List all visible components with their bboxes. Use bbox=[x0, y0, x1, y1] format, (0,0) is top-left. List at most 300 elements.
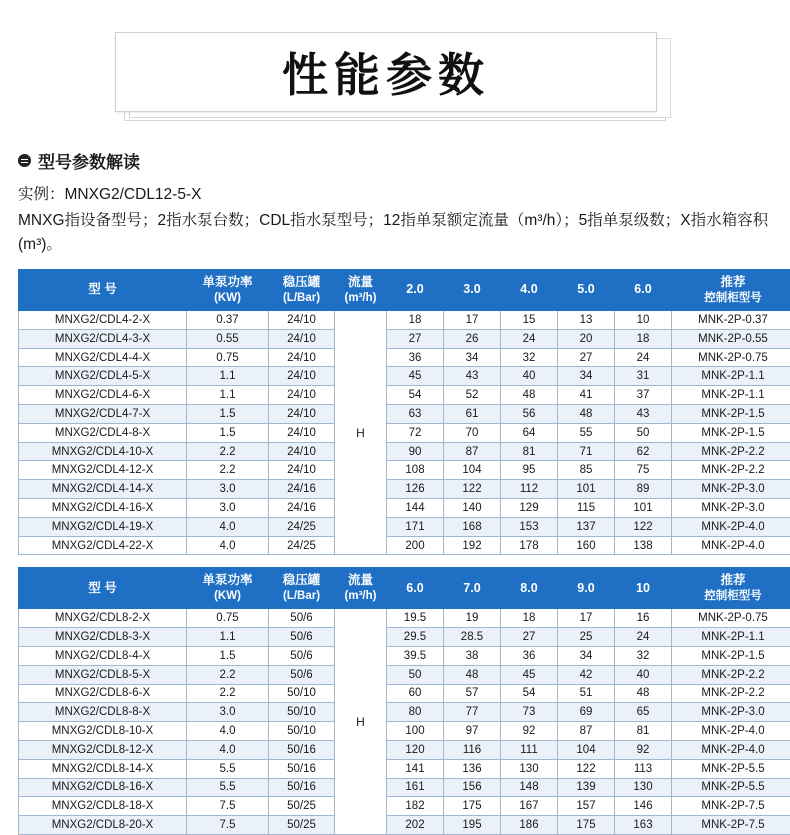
th-power-unit: (KW) bbox=[187, 589, 268, 603]
th-power bbox=[187, 270, 269, 311]
table-row bbox=[19, 499, 790, 518]
cell-model: MNXG2/CDL4-10-X bbox=[19, 442, 187, 461]
cell-flow: 48 bbox=[558, 405, 615, 424]
cell-flow: 40 bbox=[501, 367, 558, 386]
cell-tank: 50/6 bbox=[269, 609, 335, 628]
cell-flow: 19 bbox=[444, 609, 501, 628]
table1-body bbox=[19, 311, 790, 555]
spec-table-cdl8 bbox=[18, 567, 790, 835]
cell-flow: 34 bbox=[558, 367, 615, 386]
cell-model: MNXG2/CDL8-5-X bbox=[19, 665, 187, 684]
section-heading bbox=[18, 148, 790, 173]
cell-tank: 50/16 bbox=[269, 778, 335, 797]
cell-model: MNXG2/CDL4-6-X bbox=[19, 386, 187, 405]
cell-flow: 157 bbox=[558, 797, 615, 816]
cell-flow: 65 bbox=[615, 703, 672, 722]
cell-flow: 48 bbox=[501, 386, 558, 405]
cell-flow: 18 bbox=[501, 609, 558, 628]
section-heading-label: 型号参数解读 bbox=[38, 148, 140, 173]
cell-flow: 70 bbox=[444, 423, 501, 442]
cell-model: MNXG2/CDL4-2-X bbox=[19, 311, 187, 330]
cell-recommend: MNK-2P-4.0 bbox=[672, 722, 790, 741]
table-row bbox=[19, 740, 790, 759]
cell-flow: 138 bbox=[615, 536, 672, 555]
th-recommend-sub: 控制柜型号 bbox=[672, 291, 790, 305]
cell-tank: 50/16 bbox=[269, 759, 335, 778]
cell-power: 5.5 bbox=[187, 778, 269, 797]
cell-flow: 163 bbox=[615, 816, 672, 835]
cell-flow: 92 bbox=[501, 722, 558, 741]
table-row bbox=[19, 609, 790, 628]
cell-power: 4.0 bbox=[187, 722, 269, 741]
cell-flow: 40 bbox=[615, 665, 672, 684]
cell-model: MNXG2/CDL4-4-X bbox=[19, 348, 187, 367]
cell-model: MNXG2/CDL4-5-X bbox=[19, 367, 187, 386]
cell-flow: 48 bbox=[444, 665, 501, 684]
th-flow-label: 流量 bbox=[348, 573, 373, 587]
cell-flow: 139 bbox=[558, 778, 615, 797]
cell-flow: 171 bbox=[387, 517, 444, 536]
cell-recommend: MNK-2P-7.5 bbox=[672, 797, 790, 816]
cell-flow: 97 bbox=[444, 722, 501, 741]
cell-model: MNXG2/CDL8-4-X bbox=[19, 647, 187, 666]
cell-flow: 120 bbox=[387, 740, 444, 759]
cell-flow: 129 bbox=[501, 499, 558, 518]
cell-flow: 72 bbox=[387, 423, 444, 442]
cell-flow: 156 bbox=[444, 778, 501, 797]
explain-line: MNXG指设备型号；2指水泵台数；CDL指水泵型号；12指单泵额定流量（m³/h）；5指单泵级数；X指水箱容积(m³)。 bbox=[18, 209, 774, 257]
cell-flow: 175 bbox=[558, 816, 615, 835]
th-recommend-label: 推荐 bbox=[720, 573, 745, 587]
cell-flow: 81 bbox=[501, 442, 558, 461]
cell-model: MNXG2/CDL8-12-X bbox=[19, 740, 187, 759]
cell-power: 1.1 bbox=[187, 386, 269, 405]
cell-head-label: H bbox=[335, 609, 387, 835]
cell-flow: 137 bbox=[558, 517, 615, 536]
cell-flow: 101 bbox=[558, 480, 615, 499]
cell-recommend: MNK-2P-2.2 bbox=[672, 442, 790, 461]
cell-flow: 122 bbox=[444, 480, 501, 499]
cell-flow: 101 bbox=[615, 499, 672, 518]
page-title: 性能参数 bbox=[282, 39, 490, 105]
cell-flow: 141 bbox=[387, 759, 444, 778]
cell-recommend: MNK-2P-4.0 bbox=[672, 536, 790, 555]
th-flow bbox=[335, 568, 387, 609]
table-row bbox=[19, 461, 790, 480]
cell-flow: 28.5 bbox=[444, 628, 501, 647]
cell-tank: 24/10 bbox=[269, 442, 335, 461]
cell-head-label: H bbox=[335, 311, 387, 555]
cell-flow: 186 bbox=[501, 816, 558, 835]
cell-tank: 50/10 bbox=[269, 722, 335, 741]
cell-flow: 104 bbox=[558, 740, 615, 759]
cell-flow: 39.5 bbox=[387, 647, 444, 666]
th-power-label: 单泵功率 bbox=[202, 275, 252, 289]
cell-tank: 24/25 bbox=[269, 517, 335, 536]
th-model: 型 号 bbox=[19, 270, 187, 311]
cell-flow: 29.5 bbox=[387, 628, 444, 647]
cell-model: MNXG2/CDL4-7-X bbox=[19, 405, 187, 424]
cell-flow: 64 bbox=[501, 423, 558, 442]
cell-tank: 24/10 bbox=[269, 423, 335, 442]
table-row bbox=[19, 517, 790, 536]
cell-flow: 195 bbox=[444, 816, 501, 835]
cell-model: MNXG2/CDL8-2-X bbox=[19, 609, 187, 628]
cell-power: 0.75 bbox=[187, 348, 269, 367]
example-line: 实例：MNXG2/CDL12-5-X bbox=[18, 183, 774, 207]
cell-flow: 13 bbox=[558, 311, 615, 330]
cell-model: MNXG2/CDL8-10-X bbox=[19, 722, 187, 741]
th-recommend-sub: 控制柜型号 bbox=[672, 589, 790, 603]
th-flow-col: 9.0 bbox=[558, 568, 615, 609]
cell-flow: 45 bbox=[501, 665, 558, 684]
cell-flow: 182 bbox=[387, 797, 444, 816]
cell-recommend: MNK-2P-1.5 bbox=[672, 647, 790, 666]
cell-flow: 104 bbox=[444, 461, 501, 480]
cell-recommend: MNK-2P-3.0 bbox=[672, 480, 790, 499]
th-power-unit: (KW) bbox=[187, 291, 268, 305]
cell-flow: 75 bbox=[615, 461, 672, 480]
cell-model: MNXG2/CDL8-16-X bbox=[19, 778, 187, 797]
banner-front bbox=[115, 32, 657, 112]
cell-flow: 122 bbox=[558, 759, 615, 778]
table-row bbox=[19, 348, 790, 367]
cell-tank: 24/10 bbox=[269, 461, 335, 480]
cell-flow: 63 bbox=[387, 405, 444, 424]
th-power-label: 单泵功率 bbox=[202, 573, 252, 587]
cell-tank: 50/6 bbox=[269, 647, 335, 666]
cell-flow: 56 bbox=[501, 405, 558, 424]
list-bullet-icon bbox=[18, 154, 31, 167]
cell-flow: 31 bbox=[615, 367, 672, 386]
cell-flow: 24 bbox=[615, 628, 672, 647]
intro-text bbox=[18, 183, 774, 257]
cell-flow: 178 bbox=[501, 536, 558, 555]
cell-flow: 36 bbox=[387, 348, 444, 367]
cell-power: 1.5 bbox=[187, 405, 269, 424]
th-flow-unit: (m³/h) bbox=[335, 589, 386, 603]
table-row bbox=[19, 703, 790, 722]
cell-recommend: MNK-2P-2.2 bbox=[672, 461, 790, 480]
cell-tank: 50/16 bbox=[269, 740, 335, 759]
cell-flow: 71 bbox=[558, 442, 615, 461]
cell-flow: 48 bbox=[615, 684, 672, 703]
cell-tank: 50/10 bbox=[269, 703, 335, 722]
cell-model: MNXG2/CDL8-20-X bbox=[19, 816, 187, 835]
th-tank bbox=[269, 270, 335, 311]
cell-flow: 112 bbox=[501, 480, 558, 499]
cell-flow: 10 bbox=[615, 311, 672, 330]
cell-power: 2.2 bbox=[187, 665, 269, 684]
cell-flow: 55 bbox=[558, 423, 615, 442]
cell-flow: 27 bbox=[387, 329, 444, 348]
cell-recommend: MNK-2P-7.5 bbox=[672, 816, 790, 835]
page-root bbox=[0, 32, 790, 800]
cell-power: 0.55 bbox=[187, 329, 269, 348]
cell-flow: 192 bbox=[444, 536, 501, 555]
title-banner bbox=[115, 32, 675, 122]
cell-flow: 54 bbox=[501, 684, 558, 703]
cell-flow: 140 bbox=[444, 499, 501, 518]
cell-flow: 115 bbox=[558, 499, 615, 518]
cell-flow: 148 bbox=[501, 778, 558, 797]
cell-flow: 61 bbox=[444, 405, 501, 424]
th-flow-col: 5.0 bbox=[558, 270, 615, 311]
cell-power: 2.2 bbox=[187, 684, 269, 703]
th-flow-col: 6.0 bbox=[615, 270, 672, 311]
cell-power: 4.0 bbox=[187, 517, 269, 536]
cell-recommend: MNK-2P-1.1 bbox=[672, 386, 790, 405]
cell-recommend: MNK-2P-0.55 bbox=[672, 329, 790, 348]
cell-model: MNXG2/CDL4-19-X bbox=[19, 517, 187, 536]
table-row bbox=[19, 722, 790, 741]
table-row bbox=[19, 536, 790, 555]
cell-recommend: MNK-2P-4.0 bbox=[672, 517, 790, 536]
cell-power: 2.2 bbox=[187, 442, 269, 461]
table1-header-row bbox=[19, 270, 790, 311]
cell-flow: 18 bbox=[387, 311, 444, 330]
cell-flow: 43 bbox=[444, 367, 501, 386]
cell-recommend: MNK-2P-3.0 bbox=[672, 499, 790, 518]
cell-recommend: MNK-2P-0.75 bbox=[672, 609, 790, 628]
table-row bbox=[19, 759, 790, 778]
cell-flow: 161 bbox=[387, 778, 444, 797]
cell-flow: 15 bbox=[501, 311, 558, 330]
th-flow-col: 2.0 bbox=[387, 270, 444, 311]
th-recommend-label: 推荐 bbox=[720, 275, 745, 289]
cell-tank: 50/6 bbox=[269, 665, 335, 684]
table-row bbox=[19, 797, 790, 816]
th-flow-col: 3.0 bbox=[444, 270, 501, 311]
cell-power: 7.5 bbox=[187, 797, 269, 816]
table-row bbox=[19, 367, 790, 386]
cell-power: 3.0 bbox=[187, 499, 269, 518]
th-flow-unit: (m³/h) bbox=[335, 291, 386, 305]
cell-power: 1.5 bbox=[187, 423, 269, 442]
cell-flow: 130 bbox=[501, 759, 558, 778]
cell-flow: 45 bbox=[387, 367, 444, 386]
cell-flow: 126 bbox=[387, 480, 444, 499]
table-row bbox=[19, 311, 790, 330]
cell-flow: 81 bbox=[615, 722, 672, 741]
cell-recommend: MNK-2P-1.5 bbox=[672, 405, 790, 424]
cell-flow: 113 bbox=[615, 759, 672, 778]
cell-tank: 50/25 bbox=[269, 816, 335, 835]
cell-flow: 175 bbox=[444, 797, 501, 816]
cell-power: 2.2 bbox=[187, 461, 269, 480]
cell-power: 1.5 bbox=[187, 647, 269, 666]
cell-flow: 122 bbox=[615, 517, 672, 536]
cell-power: 0.75 bbox=[187, 609, 269, 628]
cell-power: 1.1 bbox=[187, 628, 269, 647]
table2-body bbox=[19, 609, 790, 835]
cell-flow: 130 bbox=[615, 778, 672, 797]
cell-flow: 24 bbox=[615, 348, 672, 367]
th-flow bbox=[335, 270, 387, 311]
cell-flow: 89 bbox=[615, 480, 672, 499]
cell-model: MNXG2/CDL8-14-X bbox=[19, 759, 187, 778]
cell-tank: 50/10 bbox=[269, 684, 335, 703]
table-row bbox=[19, 442, 790, 461]
cell-model: MNXG2/CDL8-18-X bbox=[19, 797, 187, 816]
cell-flow: 136 bbox=[444, 759, 501, 778]
cell-flow: 38 bbox=[444, 647, 501, 666]
cell-power: 7.5 bbox=[187, 816, 269, 835]
th-flow-col: 7.0 bbox=[444, 568, 501, 609]
cell-flow: 17 bbox=[444, 311, 501, 330]
cell-flow: 111 bbox=[501, 740, 558, 759]
cell-tank: 24/16 bbox=[269, 480, 335, 499]
cell-flow: 160 bbox=[558, 536, 615, 555]
cell-flow: 116 bbox=[444, 740, 501, 759]
th-flow-col: 10 bbox=[615, 568, 672, 609]
table-row bbox=[19, 405, 790, 424]
table-row bbox=[19, 684, 790, 703]
cell-flow: 54 bbox=[387, 386, 444, 405]
spec-table-cdl4 bbox=[18, 269, 790, 555]
cell-tank: 24/10 bbox=[269, 311, 335, 330]
cell-recommend: MNK-2P-4.0 bbox=[672, 740, 790, 759]
th-flow-col: 8.0 bbox=[501, 568, 558, 609]
cell-recommend: MNK-2P-0.37 bbox=[672, 311, 790, 330]
cell-model: MNXG2/CDL4-8-X bbox=[19, 423, 187, 442]
cell-flow: 77 bbox=[444, 703, 501, 722]
th-power bbox=[187, 568, 269, 609]
cell-flow: 87 bbox=[444, 442, 501, 461]
th-flow-col: 4.0 bbox=[501, 270, 558, 311]
cell-flow: 57 bbox=[444, 684, 501, 703]
cell-flow: 92 bbox=[615, 740, 672, 759]
table-row bbox=[19, 329, 790, 348]
cell-recommend: MNK-2P-2.2 bbox=[672, 684, 790, 703]
cell-tank: 24/10 bbox=[269, 348, 335, 367]
cell-recommend: MNK-2P-0.75 bbox=[672, 348, 790, 367]
cell-model: MNXG2/CDL4-14-X bbox=[19, 480, 187, 499]
cell-flow: 167 bbox=[501, 797, 558, 816]
cell-flow: 100 bbox=[387, 722, 444, 741]
cell-flow: 168 bbox=[444, 517, 501, 536]
cell-flow: 42 bbox=[558, 665, 615, 684]
cell-flow: 26 bbox=[444, 329, 501, 348]
cell-flow: 80 bbox=[387, 703, 444, 722]
cell-recommend: MNK-2P-5.5 bbox=[672, 759, 790, 778]
cell-recommend: MNK-2P-3.0 bbox=[672, 703, 790, 722]
cell-flow: 95 bbox=[501, 461, 558, 480]
cell-model: MNXG2/CDL8-3-X bbox=[19, 628, 187, 647]
cell-flow: 62 bbox=[615, 442, 672, 461]
cell-flow: 34 bbox=[558, 647, 615, 666]
cell-recommend: MNK-2P-2.2 bbox=[672, 665, 790, 684]
table-row bbox=[19, 386, 790, 405]
cell-power: 4.0 bbox=[187, 740, 269, 759]
table-row bbox=[19, 480, 790, 499]
th-tank-unit: (L/Bar) bbox=[269, 291, 334, 305]
cell-flow: 24 bbox=[501, 329, 558, 348]
cell-power: 3.0 bbox=[187, 480, 269, 499]
cell-flow: 69 bbox=[558, 703, 615, 722]
th-model: 型 号 bbox=[19, 568, 187, 609]
cell-flow: 34 bbox=[444, 348, 501, 367]
cell-flow: 90 bbox=[387, 442, 444, 461]
cell-recommend: MNK-2P-1.1 bbox=[672, 628, 790, 647]
table-row bbox=[19, 816, 790, 835]
cell-flow: 50 bbox=[387, 665, 444, 684]
table-row bbox=[19, 665, 790, 684]
cell-flow: 60 bbox=[387, 684, 444, 703]
cell-flow: 32 bbox=[615, 647, 672, 666]
cell-tank: 24/10 bbox=[269, 329, 335, 348]
cell-flow: 108 bbox=[387, 461, 444, 480]
cell-model: MNXG2/CDL4-3-X bbox=[19, 329, 187, 348]
cell-flow: 43 bbox=[615, 405, 672, 424]
th-tank-label: 稳压罐 bbox=[283, 275, 321, 289]
cell-flow: 20 bbox=[558, 329, 615, 348]
th-recommend bbox=[672, 568, 790, 609]
cell-power: 5.5 bbox=[187, 759, 269, 778]
cell-power: 0.37 bbox=[187, 311, 269, 330]
cell-flow: 85 bbox=[558, 461, 615, 480]
table-row bbox=[19, 647, 790, 666]
th-flow-label: 流量 bbox=[348, 275, 373, 289]
cell-flow: 18 bbox=[615, 329, 672, 348]
cell-flow: 200 bbox=[387, 536, 444, 555]
cell-model: MNXG2/CDL4-16-X bbox=[19, 499, 187, 518]
cell-flow: 202 bbox=[387, 816, 444, 835]
cell-recommend: MNK-2P-5.5 bbox=[672, 778, 790, 797]
cell-model: MNXG2/CDL8-6-X bbox=[19, 684, 187, 703]
cell-flow: 73 bbox=[501, 703, 558, 722]
cell-model: MNXG2/CDL4-22-X bbox=[19, 536, 187, 555]
cell-tank: 50/25 bbox=[269, 797, 335, 816]
table-row bbox=[19, 778, 790, 797]
cell-flow: 27 bbox=[501, 628, 558, 647]
table-row bbox=[19, 423, 790, 442]
cell-flow: 41 bbox=[558, 386, 615, 405]
cell-flow: 52 bbox=[444, 386, 501, 405]
cell-recommend: MNK-2P-1.1 bbox=[672, 367, 790, 386]
th-tank-unit: (L/Bar) bbox=[269, 589, 334, 603]
cell-flow: 27 bbox=[558, 348, 615, 367]
th-recommend bbox=[672, 270, 790, 311]
cell-tank: 24/25 bbox=[269, 536, 335, 555]
cell-tank: 24/10 bbox=[269, 405, 335, 424]
cell-tank: 50/6 bbox=[269, 628, 335, 647]
cell-tank: 24/10 bbox=[269, 367, 335, 386]
cell-flow: 25 bbox=[558, 628, 615, 647]
cell-flow: 19.5 bbox=[387, 609, 444, 628]
th-tank bbox=[269, 568, 335, 609]
cell-recommend: MNK-2P-1.5 bbox=[672, 423, 790, 442]
cell-power: 1.1 bbox=[187, 367, 269, 386]
cell-model: MNXG2/CDL8-8-X bbox=[19, 703, 187, 722]
cell-flow: 144 bbox=[387, 499, 444, 518]
cell-flow: 146 bbox=[615, 797, 672, 816]
cell-flow: 37 bbox=[615, 386, 672, 405]
cell-tank: 24/10 bbox=[269, 386, 335, 405]
cell-flow: 51 bbox=[558, 684, 615, 703]
cell-tank: 24/16 bbox=[269, 499, 335, 518]
cell-flow: 16 bbox=[615, 609, 672, 628]
th-flow-col: 6.0 bbox=[387, 568, 444, 609]
cell-power: 4.0 bbox=[187, 536, 269, 555]
cell-model: MNXG2/CDL4-12-X bbox=[19, 461, 187, 480]
cell-flow: 87 bbox=[558, 722, 615, 741]
cell-flow: 153 bbox=[501, 517, 558, 536]
cell-power: 3.0 bbox=[187, 703, 269, 722]
table2-header-row bbox=[19, 568, 790, 609]
cell-flow: 17 bbox=[558, 609, 615, 628]
cell-flow: 50 bbox=[615, 423, 672, 442]
